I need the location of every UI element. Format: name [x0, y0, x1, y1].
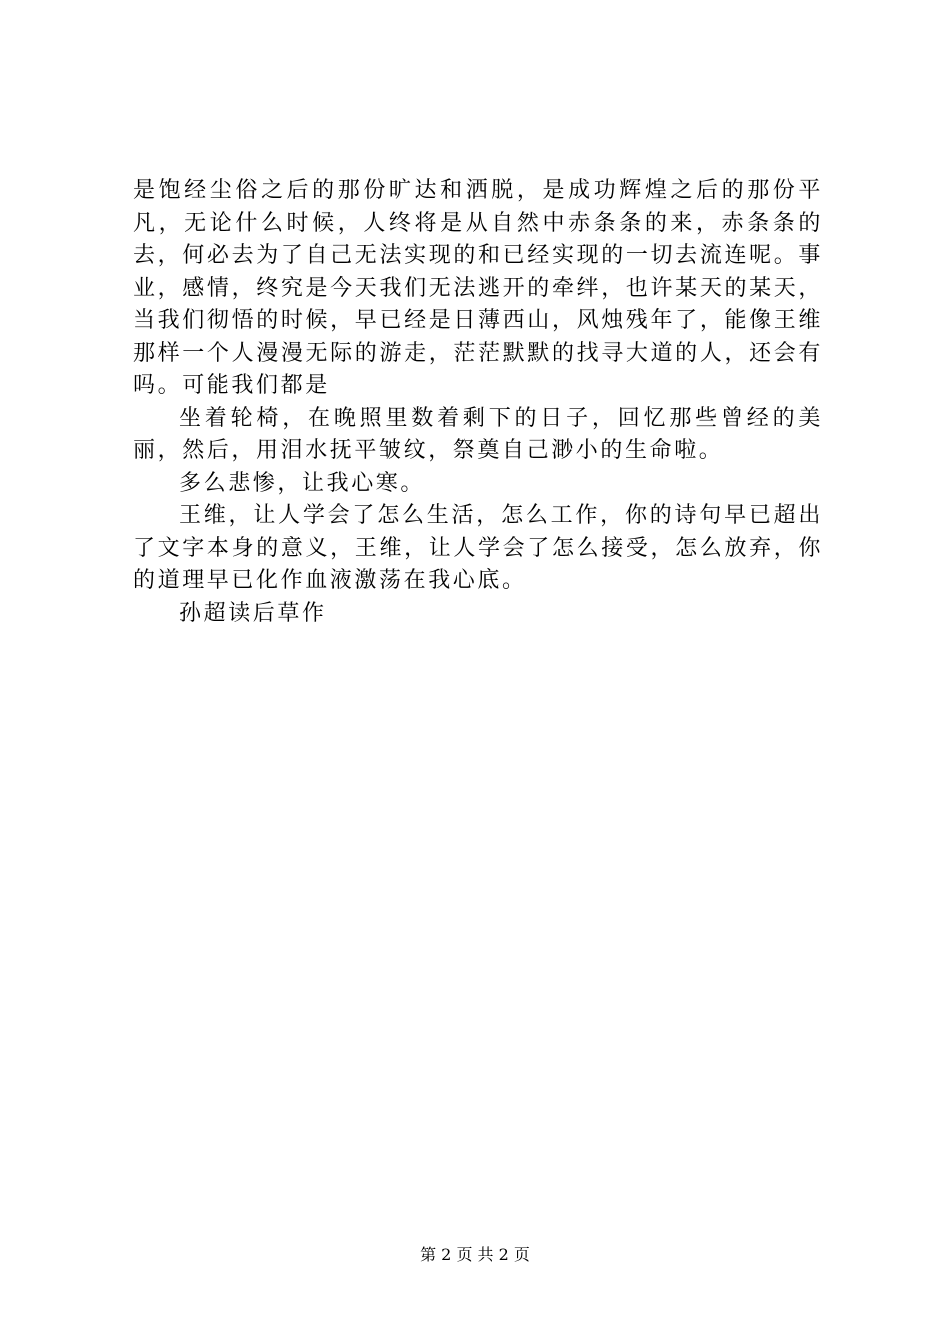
document-body	[133, 175, 823, 630]
author-signature: 孙超读后草作	[179, 600, 327, 626]
paragraph-wang-wei: 王维，让人学会了怎么生活，怎么工作，你的诗句早已超出了文字本身的意义，王维，让人学会了怎么接受，怎么放弃，你的道理早已化作血液激荡在我心底。	[133, 503, 823, 593]
paragraph-opening: 是饱经尘俗之后的那份旷达和洒脱，是成功辉煌之后的那份平凡，无论什么时候，人终将是从自然中赤条条的来，赤条条的去，何必去为了自己无法实现的和已经实现的一切去流连呢。事业，感情，终究是今天我们无法逃开的牵绊，也许某天的某天，当我们彻悟的时候，早已经是日薄西山，风烛残年了，能像王维那样一个人漫漫无际的游走，茫茫默默的找寻大道的人，还会有吗。可能我们都是	[133, 178, 823, 398]
page-number-footer: 第 2 页 共 2 页	[420, 1245, 530, 1264]
paragraph-wheelchair: 坐着轮椅，在晚照里数着剩下的日子，回忆那些曾经的美丽，然后，用泪水抚平皱纹，祭奠自己渺小的生命啦。	[133, 405, 823, 463]
paragraph-sorrow: 多么悲惨，让我心寒。	[179, 470, 426, 496]
